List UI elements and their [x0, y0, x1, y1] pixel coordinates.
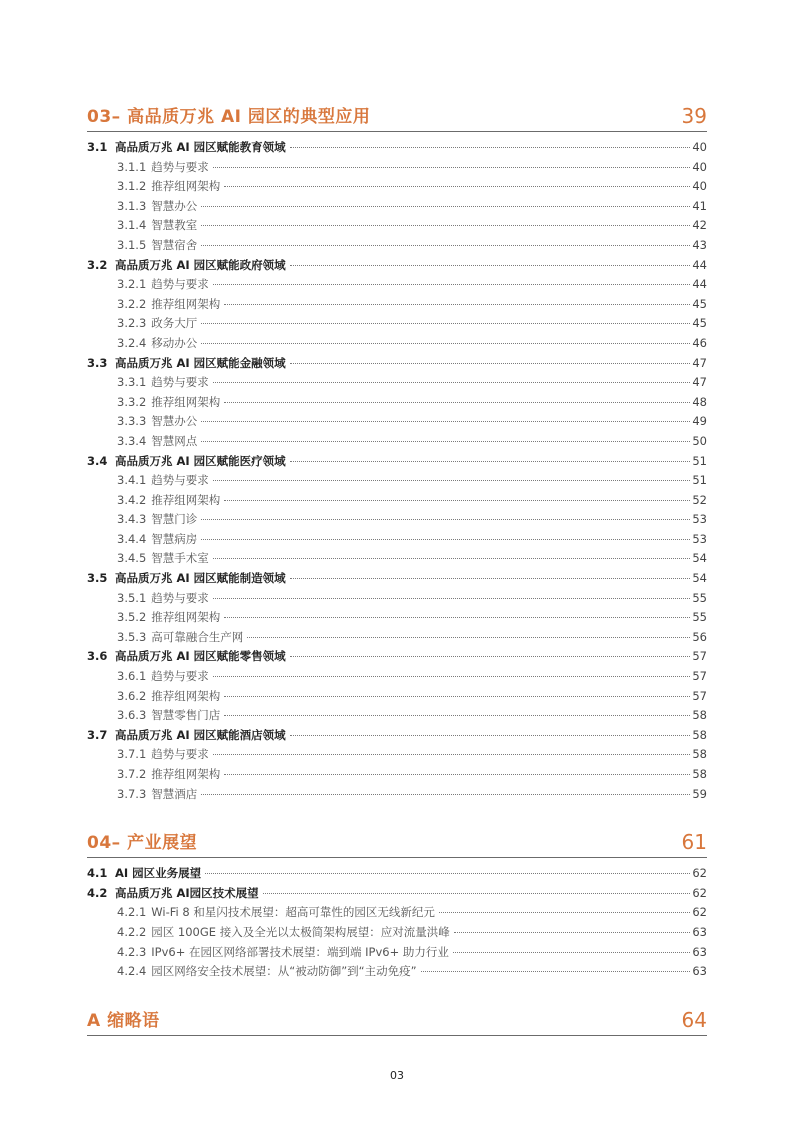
entry-title: 智慧门诊 — [151, 512, 198, 527]
entry-number: 3.3.4 — [117, 433, 147, 448]
entry-title: 趋势与要求 — [151, 590, 209, 605]
toc-entry[interactable] — [87, 765, 707, 785]
dot-leader — [247, 637, 690, 638]
toc-entry[interactable] — [87, 314, 707, 334]
toc-entry[interactable] — [87, 177, 707, 197]
entry-page: 45 — [692, 296, 707, 311]
entry-title: 智慧办公 — [151, 198, 198, 213]
dot-leader — [290, 147, 691, 148]
dot-leader — [224, 186, 690, 187]
entry-number: 3.3 — [87, 355, 108, 370]
entry-title: 推荐组网架构 — [151, 767, 221, 781]
entry-number: 3.1.5 — [117, 237, 147, 252]
entry-page: 63 — [692, 924, 707, 939]
entry-page: 50 — [692, 433, 707, 448]
entry-number: 3.1.2 — [117, 179, 147, 194]
entry-title: 推荐组网架构 — [151, 296, 221, 311]
dot-leader — [213, 754, 691, 755]
entry-page: 44 — [692, 257, 707, 272]
dot-leader — [201, 323, 690, 324]
entry-page: 57 — [692, 649, 707, 664]
entry-number: 3.4 — [87, 453, 108, 468]
dot-leader — [224, 402, 690, 403]
section-heading[interactable] — [87, 100, 707, 132]
section-heading[interactable] — [87, 826, 707, 858]
entry-title: 趋势与要求 — [151, 669, 209, 684]
toc-entry[interactable] — [87, 256, 707, 276]
dot-leader — [213, 167, 691, 168]
dot-leader — [224, 617, 690, 618]
toc-entry[interactable] — [87, 608, 707, 628]
dot-leader — [453, 952, 690, 953]
section-page-number: 61 — [681, 830, 707, 855]
entry-page: 58 — [692, 767, 707, 781]
entry-number: 3.2 — [87, 257, 108, 272]
dot-leader — [421, 971, 691, 972]
entry-title: 推荐组网架构 — [151, 492, 221, 507]
section-heading[interactable] — [87, 1004, 707, 1036]
entry-title: 智慧宿舍 — [151, 237, 198, 252]
entry-number: 3.2.2 — [117, 296, 147, 311]
toc-entry[interactable] — [87, 884, 707, 904]
entry-number: 3.5.2 — [117, 610, 147, 625]
entry-title: Wi-Fi 8 和星闪技术展望：超高可靠性的园区无线新纪元 — [151, 905, 435, 920]
entry-number: 3.4.2 — [117, 492, 147, 507]
entry-number: 3.5 — [87, 571, 108, 586]
entry-number: 3.2.3 — [117, 316, 147, 331]
toc-entry[interactable] — [87, 295, 707, 315]
dot-leader — [201, 794, 690, 795]
dot-leader — [201, 225, 690, 226]
toc-entry[interactable] — [87, 412, 707, 432]
dot-leader — [290, 735, 691, 736]
dot-leader — [205, 873, 690, 874]
dot-leader — [213, 382, 691, 383]
toc-entry[interactable] — [87, 334, 707, 354]
toc-entry[interactable] — [87, 569, 707, 589]
toc-entry[interactable] — [87, 197, 707, 217]
entry-number: 3.1.4 — [117, 218, 147, 233]
toc-entry[interactable] — [87, 923, 707, 943]
dot-leader — [201, 206, 690, 207]
dot-leader — [290, 461, 691, 462]
entry-page: 43 — [692, 237, 707, 252]
entry-title: 推荐组网架构 — [151, 688, 221, 703]
toc-entry[interactable] — [87, 373, 707, 393]
entry-number: 3.7.1 — [117, 747, 147, 762]
dot-leader — [224, 715, 690, 716]
toc-section — [87, 826, 707, 982]
dot-leader — [263, 893, 691, 894]
entry-number: 3.2.4 — [117, 335, 147, 350]
dot-leader — [290, 656, 691, 657]
entry-number: 3.1 — [87, 140, 108, 154]
entry-page: 54 — [692, 571, 707, 586]
dot-leader — [224, 696, 690, 697]
toc-entry[interactable] — [87, 510, 707, 530]
dot-leader — [213, 480, 691, 481]
entry-number: 3.7 — [87, 727, 108, 742]
entry-title: 园区 100GE 接入及全光以太极简架构展望：应对流量洪峰 — [151, 924, 450, 939]
entry-page: 62 — [692, 885, 707, 900]
dot-leader — [201, 539, 690, 540]
entry-number: 3.5.3 — [117, 629, 147, 644]
dot-leader — [213, 558, 691, 559]
entry-title: 园区网络安全技术展望：从“被动防御”到“主动免疫” — [151, 964, 417, 979]
entry-page: 53 — [692, 512, 707, 527]
toc-entry[interactable] — [87, 726, 707, 746]
entry-title: 智慧病房 — [151, 531, 198, 546]
entry-page: 48 — [692, 394, 707, 409]
entry-title: 智慧零售门店 — [151, 708, 221, 723]
entry-page: 40 — [692, 159, 707, 174]
entry-page: 62 — [692, 866, 707, 881]
entry-title: 高可靠融合生产网 — [151, 629, 244, 644]
toc-entry[interactable] — [87, 903, 707, 923]
toc-entry[interactable] — [87, 452, 707, 472]
entry-number: 3.7.3 — [117, 786, 147, 801]
entry-number: 4.2 — [87, 885, 108, 900]
entry-title: 趋势与要求 — [151, 473, 209, 488]
entry-number: 3.3.3 — [117, 414, 147, 429]
entry-page: 52 — [692, 492, 707, 507]
entry-page: 41 — [692, 198, 707, 213]
entry-page: 63 — [692, 944, 707, 959]
toc-entry[interactable] — [87, 471, 707, 491]
entry-title: 智慧手术室 — [151, 551, 209, 566]
entry-page: 58 — [692, 747, 707, 762]
dot-leader — [454, 932, 691, 933]
toc-entry[interactable] — [87, 491, 707, 511]
entry-page: 55 — [692, 610, 707, 625]
entry-page: 51 — [692, 473, 707, 488]
entry-title: 高品质万兆 AI 园区赋能医疗领域 — [115, 453, 286, 468]
toc-entry[interactable] — [87, 943, 707, 963]
entry-page: 40 — [692, 140, 707, 154]
dot-leader — [201, 519, 690, 520]
entry-title: 智慧办公 — [151, 414, 198, 429]
toc-entry[interactable] — [87, 393, 707, 413]
toc-entry[interactable] — [87, 549, 707, 569]
entry-number: 3.4.5 — [117, 551, 147, 566]
toc-entry[interactable] — [87, 138, 707, 158]
entry-number: 4.2.3 — [117, 944, 147, 959]
toc-entry[interactable] — [87, 745, 707, 765]
entry-page: 47 — [692, 355, 707, 370]
entry-number: 3.7.2 — [117, 767, 147, 781]
entry-number: 3.6 — [87, 649, 108, 664]
entry-page: 63 — [692, 964, 707, 979]
entry-title: 高品质万兆 AI 园区赋能教育领域 — [115, 140, 286, 154]
entry-page: 56 — [692, 629, 707, 644]
entry-page: 57 — [692, 688, 707, 703]
entry-number: 4.2.2 — [117, 924, 147, 939]
table-of-contents — [87, 100, 707, 1058]
entry-page: 42 — [692, 218, 707, 233]
entry-number: 3.4.3 — [117, 512, 147, 527]
section-page-number: 64 — [681, 1007, 707, 1032]
entry-page: 44 — [692, 277, 707, 292]
dot-leader — [201, 343, 690, 344]
entry-page: 58 — [692, 727, 707, 742]
dot-leader — [224, 304, 690, 305]
entry-number: 3.1.3 — [117, 198, 147, 213]
entry-number: 3.3.2 — [117, 394, 147, 409]
dot-leader — [213, 676, 691, 677]
dot-leader — [201, 245, 690, 246]
toc-entry[interactable] — [87, 667, 707, 687]
entry-page: 62 — [692, 905, 707, 920]
footer-page-number: 03 — [390, 1069, 404, 1082]
dot-leader — [290, 363, 691, 364]
dot-leader — [224, 500, 690, 501]
toc-section — [87, 100, 707, 804]
entry-page: 54 — [692, 551, 707, 566]
entry-title: 移动办公 — [151, 335, 198, 350]
entry-title: 推荐组网架构 — [151, 394, 221, 409]
entry-title: 高品质万兆 AI园区技术展望 — [115, 885, 259, 900]
entry-number: 4.1 — [87, 866, 108, 881]
section-page-number: 39 — [681, 104, 707, 128]
entry-page: 46 — [692, 335, 707, 350]
section-entries — [87, 132, 707, 804]
toc-entry[interactable] — [87, 687, 707, 707]
toc-entry[interactable] — [87, 647, 707, 667]
dot-leader — [201, 421, 690, 422]
entry-title: 智慧网点 — [151, 433, 198, 448]
entry-number: 3.2.1 — [117, 277, 147, 292]
dot-leader — [439, 912, 691, 913]
entry-title: AI 园区业务展望 — [115, 866, 202, 881]
entry-number: 3.5.1 — [117, 590, 147, 605]
entry-page: 55 — [692, 590, 707, 605]
entry-title: 趋势与要求 — [151, 375, 209, 390]
entry-page: 51 — [692, 453, 707, 468]
entry-page: 57 — [692, 669, 707, 684]
entry-title: 高品质万兆 AI 园区赋能制造领域 — [115, 571, 286, 586]
entry-page: 59 — [692, 786, 707, 801]
entry-title: 政务大厅 — [151, 316, 198, 331]
toc-entry[interactable] — [87, 236, 707, 256]
dot-leader — [213, 284, 691, 285]
entry-page: 47 — [692, 375, 707, 390]
toc-section — [87, 1004, 707, 1036]
entry-number: 3.4.4 — [117, 531, 147, 546]
toc-entry[interactable] — [87, 589, 707, 609]
entry-number: 4.2.1 — [117, 905, 147, 920]
entry-number: 3.6.3 — [117, 708, 147, 723]
section-title: 04– 产业展望 — [87, 833, 198, 854]
entry-title: 推荐组网架构 — [151, 610, 221, 625]
section-entries — [87, 858, 707, 982]
entry-page: 45 — [692, 316, 707, 331]
toc-entry[interactable] — [87, 628, 707, 648]
entry-page: 40 — [692, 179, 707, 194]
entry-number: 3.1.1 — [117, 159, 147, 174]
dot-leader — [224, 774, 690, 775]
toc-entry[interactable] — [87, 354, 707, 374]
entry-title: 高品质万兆 AI 园区赋能零售领域 — [115, 649, 286, 664]
toc-entry[interactable] — [87, 962, 707, 982]
dot-leader — [290, 265, 691, 266]
toc-entry[interactable] — [87, 432, 707, 452]
entry-title: 高品质万兆 AI 园区赋能酒店领域 — [115, 727, 286, 742]
entry-title: 高品质万兆 AI 园区赋能金融领域 — [115, 355, 286, 370]
entry-title: 趋势与要求 — [151, 159, 209, 174]
toc-entry[interactable] — [87, 706, 707, 726]
entry-title: 智慧酒店 — [151, 786, 198, 801]
section-title: A 缩略语 — [87, 1010, 160, 1031]
toc-entry[interactable] — [87, 275, 707, 295]
toc-entry[interactable] — [87, 530, 707, 550]
entry-title: 推荐组网架构 — [151, 179, 221, 194]
toc-entry[interactable] — [87, 158, 707, 178]
entry-number: 3.3.1 — [117, 375, 147, 390]
entry-title: 高品质万兆 AI 园区赋能政府领域 — [115, 257, 286, 272]
dot-leader — [290, 578, 691, 579]
entry-title: 智慧教室 — [151, 218, 198, 233]
entry-page: 53 — [692, 531, 707, 546]
entry-number: 3.6.1 — [117, 669, 147, 684]
entry-number: 3.6.2 — [117, 688, 147, 703]
toc-entry[interactable] — [87, 216, 707, 236]
entry-number: 3.4.1 — [117, 473, 147, 488]
toc-entry[interactable] — [87, 785, 707, 805]
dot-leader — [213, 598, 691, 599]
entry-page: 58 — [692, 708, 707, 723]
entry-title: IPv6+ 在园区网络部署技术展望：端到端 IPv6+ 助力行业 — [151, 944, 449, 959]
section-title: 03– 高品质万兆 AI 园区的典型应用 — [87, 107, 371, 127]
entry-title: 趋势与要求 — [151, 747, 209, 762]
dot-leader — [201, 441, 690, 442]
entry-number: 4.2.4 — [117, 964, 147, 979]
entry-title: 趋势与要求 — [151, 277, 209, 292]
entry-page: 49 — [692, 414, 707, 429]
toc-entry[interactable] — [87, 864, 707, 884]
